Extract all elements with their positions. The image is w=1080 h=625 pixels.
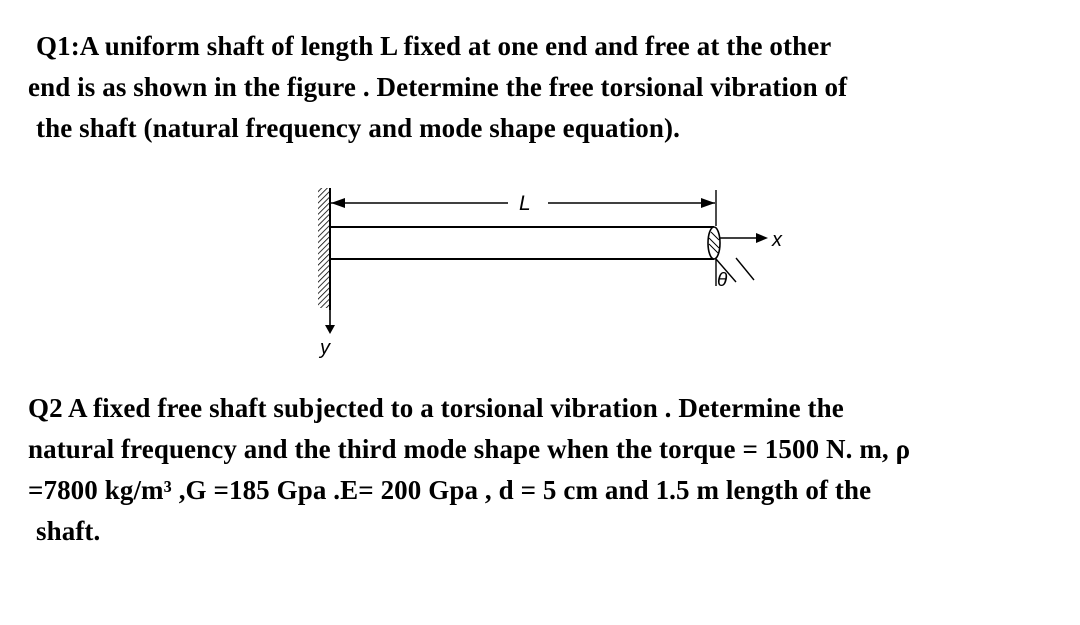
q1-line-2: end is as shown in the figure . Determine the free torsional vibration of [28,72,848,102]
q2-line-4: shaft. [36,516,101,546]
fixed-wall [318,188,330,310]
q1-line-1: Q1:A uniform shaft of length L fixed at one end and free at the other [36,31,832,61]
angle-label: θ [717,270,728,291]
length-label: L [519,192,531,215]
y-axis-label: y [320,337,330,359]
x-axis-label: x [772,229,782,251]
shaft [330,227,720,259]
q2-line-3: =7800 kg/m³ ,G =185 Gpa .E= 200 Gpa , d = 5 cm and 1.5 m length of the [28,475,872,505]
q2-line-1: Q2 A fixed free shaft subjected to a torsional vibration . Determine the [28,393,844,423]
q1-line-3: the shaft (natural frequency and mode shape equation). [36,113,680,143]
x-axis-arrow [720,233,768,243]
q2-line-2: natural frequency and the third mode shape when the torque = 1500 N. m, ρ [28,434,911,464]
